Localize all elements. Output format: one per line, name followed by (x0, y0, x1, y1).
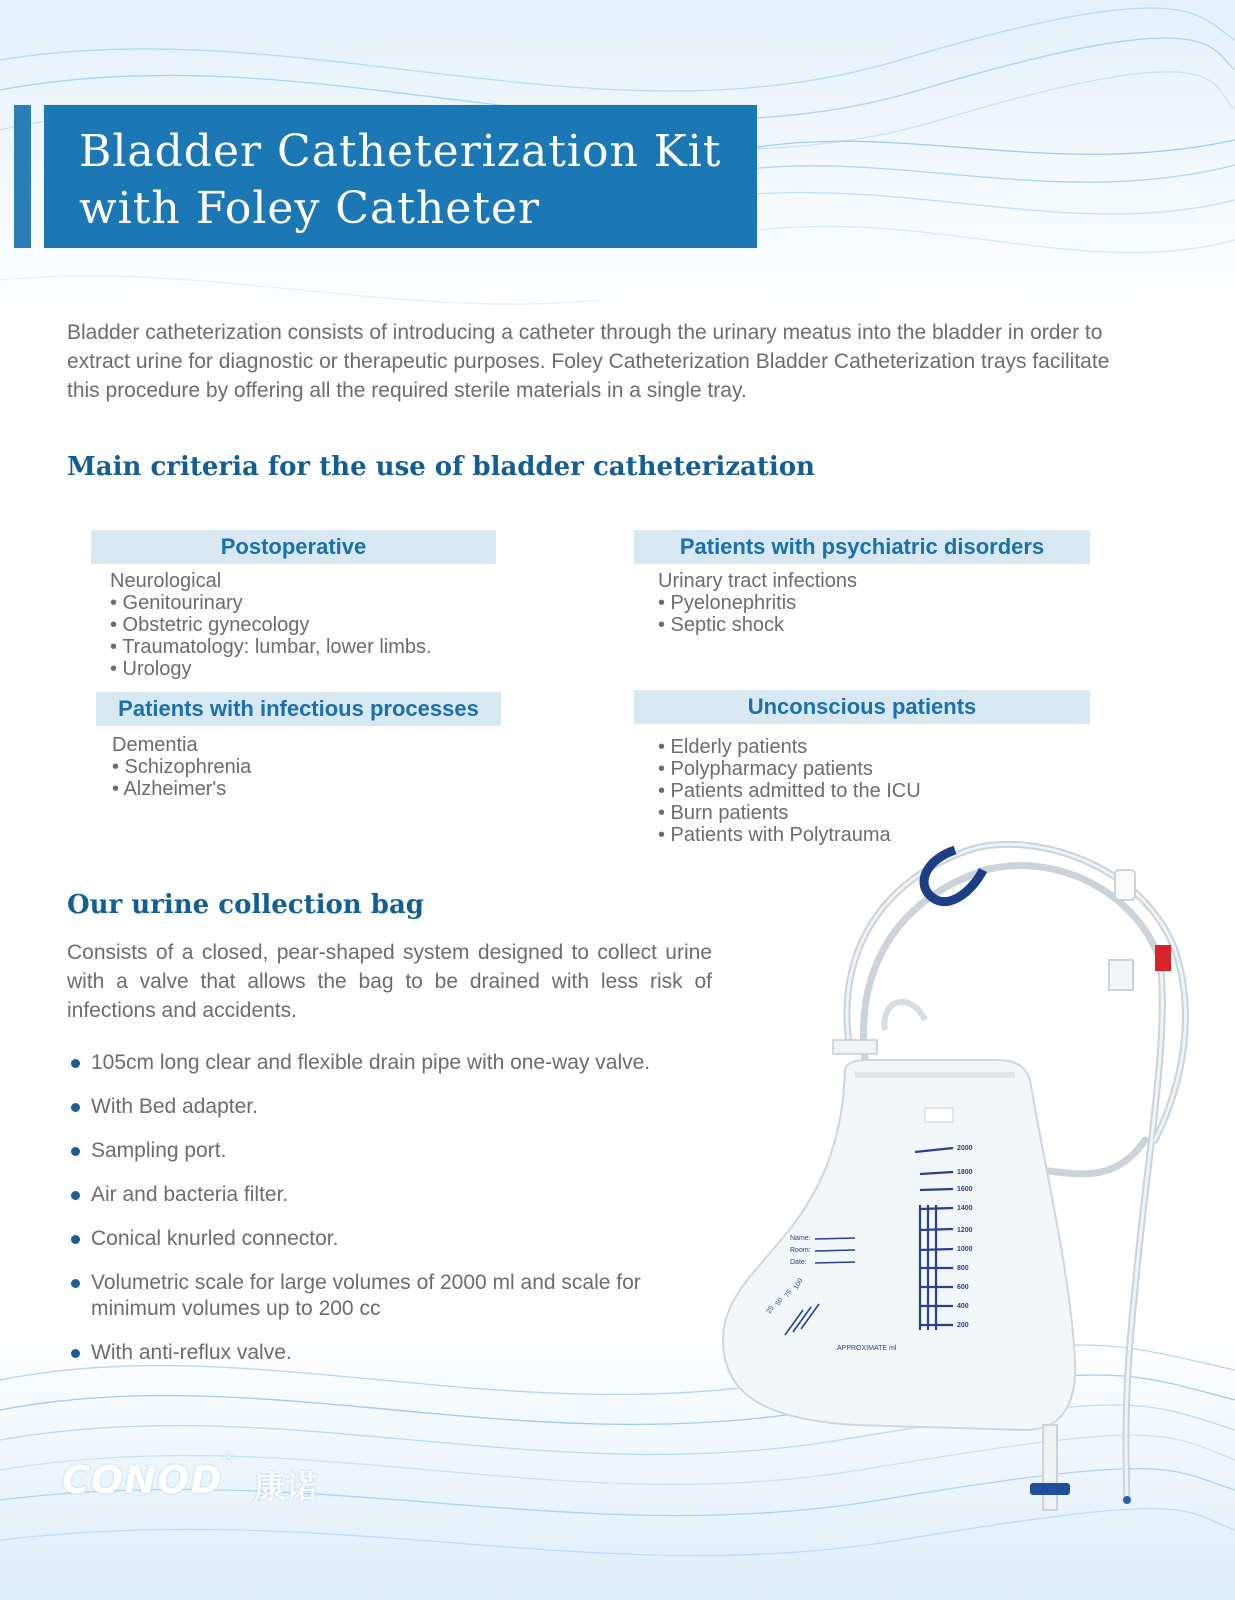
drain-tube (1043, 1425, 1057, 1510)
list-item: • Alzheimer's (112, 778, 227, 800)
feature-item: Conical knurled connector. (67, 1226, 707, 1252)
bag-body (723, 1060, 1075, 1430)
feature-item: Volumetric scale for large volumes of 2000 ml and scale for minimum volumes up to 200 cc (67, 1270, 707, 1322)
list-item: • Septic shock (658, 614, 784, 636)
feature-item: With anti-reflux valve. (67, 1340, 707, 1366)
category-list-postoperative (110, 570, 432, 680)
scale-label: 2000 (957, 1145, 973, 1152)
feature-item: Air and bacteria filter. (67, 1182, 707, 1208)
bullet-icon (71, 1103, 80, 1112)
small-scale-label: 100 (792, 1277, 805, 1291)
list-item: Dementia (112, 734, 198, 756)
list-item: • Genitourinary (110, 592, 243, 614)
scale-label: 1400 (957, 1205, 973, 1212)
bullet-icon (71, 1191, 80, 1200)
approx-label: APPROXIMATE ml (837, 1345, 897, 1352)
list-item: Urinary tract infections (658, 570, 857, 592)
connector-icon (1155, 945, 1171, 971)
list-item: • Patients with Polytrauma (658, 824, 891, 846)
category-list-psychiatric (658, 570, 857, 636)
registered-mark: ® (224, 1448, 235, 1464)
list-item: • Urology (110, 658, 192, 680)
scale-label: 400 (957, 1303, 969, 1310)
category-header-psychiatric: Patients with psychiatric disorders (634, 530, 1090, 564)
page-title-line-2: with Foley Catheter (79, 183, 541, 234)
form-label: Name: (790, 1235, 811, 1242)
category-header-postoperative: Postoperative (91, 530, 496, 564)
list-item: • Traumatology: lumbar, lower limbs. (110, 636, 432, 658)
small-scale-label: 50 (774, 1296, 785, 1307)
bullet-icon (71, 1147, 80, 1156)
scale-label: 1000 (957, 1246, 973, 1253)
intro-paragraph: Bladder catheterization consists of introducing a catheter through the urinary meatus into the bladder in order to extract urine for diagnostic or therapeutic purposes. Foley Catheterization Bladder Catheterization trays facilitate this procedure by offering all the required sterile materials in a single tray. (67, 321, 1110, 402)
category-list-unconscious (658, 736, 921, 846)
drain-valve-icon (1030, 1483, 1070, 1495)
bullet-icon (71, 1235, 80, 1244)
logo-chinese-text: 康诺 (254, 1469, 319, 1505)
urine-bag-image (715, 840, 1215, 1540)
sampling-port-icon (1115, 870, 1135, 900)
list-item: • Elderly patients (658, 736, 808, 758)
scale-label: 800 (957, 1265, 969, 1272)
scale-label: 600 (957, 1284, 969, 1291)
form-label: Room: (790, 1247, 811, 1254)
feature-list (67, 1050, 707, 1384)
category-header-infectious: Patients with infectious processes (96, 692, 501, 726)
small-scale-label: 75 (783, 1288, 794, 1299)
small-scale-label: 25 (765, 1304, 776, 1315)
list-item: Neurological (110, 570, 222, 592)
list-item: • Schizophrenia (112, 756, 252, 778)
bullet-icon (71, 1059, 80, 1068)
form-label: Date: (790, 1259, 807, 1266)
list-item: • Polypharmacy patients (658, 758, 873, 780)
scale-label: 1800 (957, 1169, 973, 1176)
page-title-line-1: Bladder Catheterization Kit (79, 126, 722, 177)
feature-item: 105cm long clear and flexible drain pipe with one-way valve. (67, 1050, 707, 1076)
bag-description: Consists of a closed, pear-shaped system designed to collect urine with a valve that allows the bag to be drained with less risk of infections and accidents. (67, 941, 712, 1022)
criteria-heading: Main criteria for the use of bladder catheterization (67, 452, 815, 482)
scale-label: 200 (957, 1322, 969, 1329)
bag-heading: Our urine collection bag (67, 890, 424, 920)
bullet-icon (71, 1279, 80, 1288)
category-header-unconscious: Unconscious patients (634, 690, 1090, 724)
title-banner (44, 105, 757, 248)
list-item: • Patients admitted to the ICU (658, 780, 921, 802)
bullet-icon (71, 1349, 80, 1358)
list-item: • Pyelonephritis (658, 592, 797, 614)
feature-item: Sampling port. (67, 1138, 707, 1164)
brand-logo (62, 1448, 319, 1505)
list-item: • Obstetric gynecology (110, 614, 310, 636)
title-accent-bar (14, 105, 31, 248)
list-item: • Burn patients (658, 802, 789, 824)
feature-item: With Bed adapter. (67, 1094, 707, 1120)
scale-label: 1600 (957, 1186, 973, 1193)
scale-label: 1200 (957, 1227, 973, 1234)
logo-text: CONOD (62, 1458, 223, 1502)
category-list-infectious (112, 734, 251, 800)
